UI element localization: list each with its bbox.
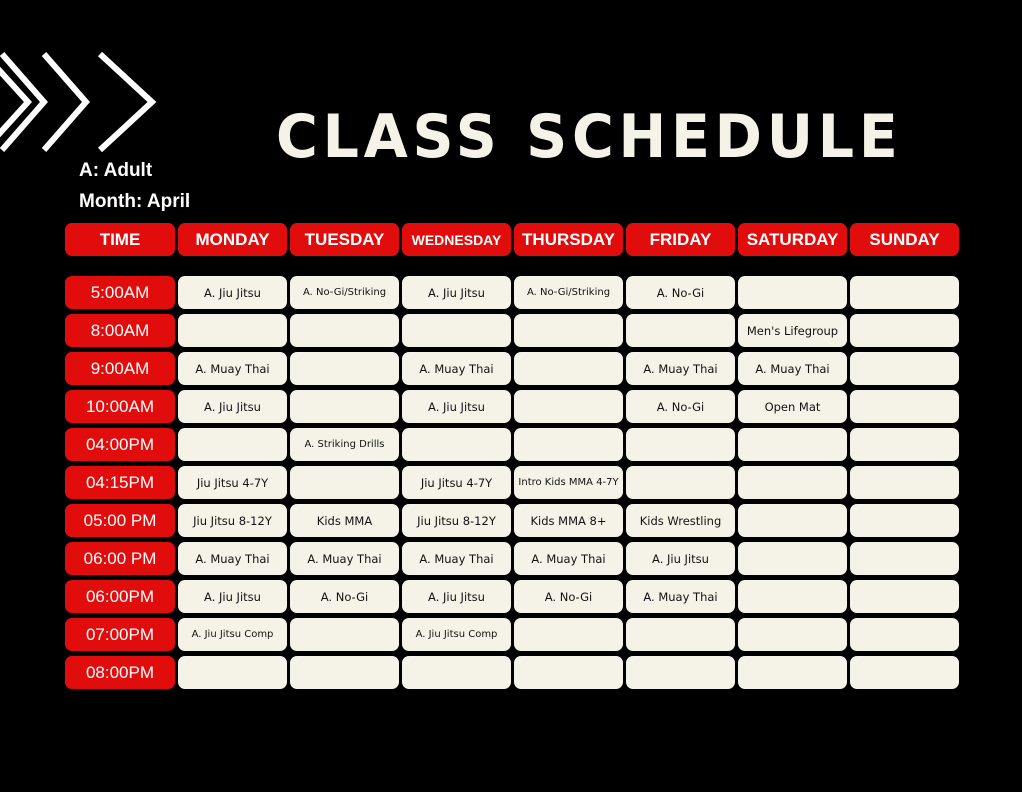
class-cell [850,466,959,499]
class-cell: A. Muay Thai [402,542,511,575]
class-cell: A. No-Gi [626,276,735,309]
class-cell: Jiu Jitsu 8-12Y [402,504,511,537]
class-cell [178,314,287,347]
legend-adult: A: Adult [79,160,153,181]
class-cell [626,466,735,499]
header-friday: FRIDAY [626,223,735,256]
header-saturday: SATURDAY [738,223,847,256]
header-tuesday: TUESDAY [290,223,399,256]
class-cell: A. Muay Thai [626,352,735,385]
class-cell [514,618,623,651]
header-thursday: THURSDAY [514,223,623,256]
class-cell: Kids MMA [290,504,399,537]
time-slot: 9:00AM [65,352,175,385]
class-cell [514,314,623,347]
time-slot: 06:00 PM [65,542,175,575]
class-cell [738,542,847,575]
class-cell [290,352,399,385]
class-cell: A. Muay Thai [402,352,511,385]
time-slot: 10:00AM [65,390,175,423]
schedule-header-row [65,223,959,256]
class-cell: A. Jiu Jitsu [178,276,287,309]
class-cell [738,580,847,613]
page-title: CLASS SCHEDULE [276,102,903,172]
class-cell: A. Muay Thai [290,542,399,575]
class-cell [514,656,623,689]
class-cell [178,656,287,689]
class-cell: Open Mat [738,390,847,423]
class-cell [850,352,959,385]
class-cell: A. No-Gi [290,580,399,613]
class-cell: A. No-Gi [626,390,735,423]
class-cell [626,314,735,347]
class-cell: A. No-Gi/Striking [290,276,399,309]
class-cell: A. Jiu Jitsu [402,390,511,423]
class-cell [290,656,399,689]
class-cell [850,580,959,613]
triple-chevron-right-icon [0,52,160,152]
class-cell: A. Jiu Jitsu [178,390,287,423]
class-cell [514,352,623,385]
class-cell: A. Jiu Jitsu Comp [402,618,511,651]
time-slot: 04:00PM [65,428,175,461]
class-cell: Jiu Jitsu 4-7Y [178,466,287,499]
class-cell [290,390,399,423]
class-cell: A. Jiu Jitsu [626,542,735,575]
class-cell [514,428,623,461]
class-cell [626,618,735,651]
class-cell [738,656,847,689]
class-cell [402,314,511,347]
class-cell [850,504,959,537]
class-cell [290,466,399,499]
class-cell [850,276,959,309]
class-cell: A. Jiu Jitsu [402,276,511,309]
class-cell [850,656,959,689]
legend-month: Month: April [79,191,191,212]
time-slot: 07:00PM [65,618,175,651]
header-time: TIME [65,223,175,256]
class-cell: A. Jiu Jitsu [178,580,287,613]
class-cell [850,428,959,461]
class-cell [402,656,511,689]
class-cell [402,428,511,461]
time-slot: 06:00PM [65,580,175,613]
class-cell: A. No-Gi/Striking [514,276,623,309]
class-cell: Kids Wrestling [626,504,735,537]
class-cell [290,618,399,651]
class-cell [514,390,623,423]
time-slot: 08:00PM [65,656,175,689]
header-sunday: SUNDAY [850,223,959,256]
class-cell [738,466,847,499]
class-cell [850,618,959,651]
time-slot: 8:00AM [65,314,175,347]
time-slot: 05:00 PM [65,504,175,537]
class-cell: Jiu Jitsu 4-7Y [402,466,511,499]
class-cell [626,428,735,461]
header-monday: MONDAY [178,223,287,256]
class-cell: Jiu Jitsu 8-12Y [178,504,287,537]
class-cell: A. Muay Thai [178,352,287,385]
class-cell: A. Jiu Jitsu [402,580,511,613]
class-cell [626,656,735,689]
class-cell [738,428,847,461]
class-cell [850,314,959,347]
class-cell: A. Muay Thai [178,542,287,575]
time-slot: 04:15PM [65,466,175,499]
time-slot: 5:00AM [65,276,175,309]
class-cell [290,314,399,347]
class-cell: A. No-Gi [514,580,623,613]
class-cell: Intro Kids MMA 4-7Y [514,466,623,499]
class-cell: Men's Lifegroup [738,314,847,347]
class-cell: A. Muay Thai [626,580,735,613]
class-cell: A. Muay Thai [738,352,847,385]
class-cell: A. Jiu Jitsu Comp [178,618,287,651]
class-cell [850,390,959,423]
schedule-table [65,276,959,689]
class-cell [850,542,959,575]
class-cell [738,618,847,651]
class-cell [738,276,847,309]
class-cell [178,428,287,461]
class-cell: Kids MMA 8+ [514,504,623,537]
class-cell [738,504,847,537]
header-wednesday: WEDNESDAY [402,223,511,256]
class-cell: A. Striking Drills [290,428,399,461]
class-cell: A. Muay Thai [514,542,623,575]
